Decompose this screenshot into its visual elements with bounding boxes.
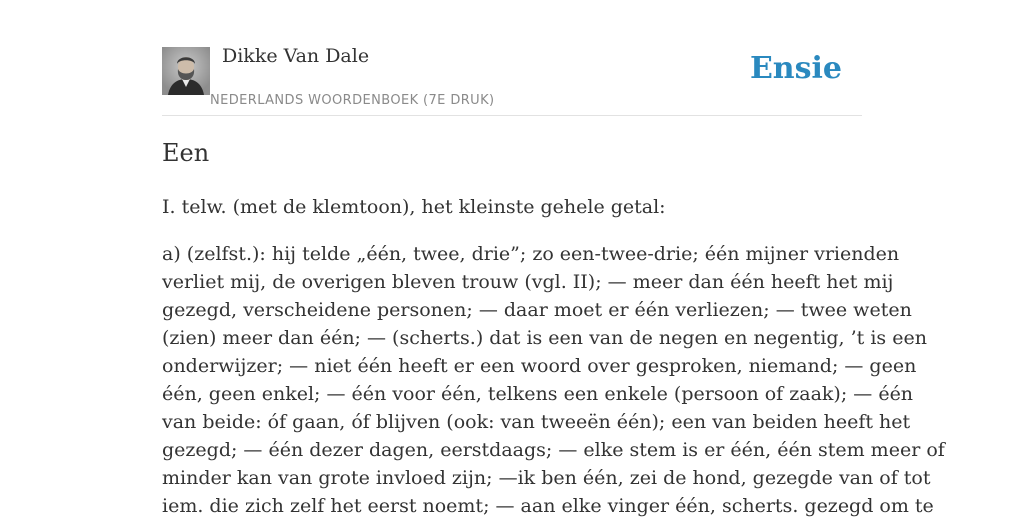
body-line: verliet mij, de overigen bleven trouw (vgl. II); — meer dan één heeft het mij — [162, 271, 894, 293]
portrait-avatar-icon[interactable] — [162, 47, 210, 95]
author-name[interactable]: Dikke Van Dale — [222, 45, 370, 67]
body-line: iem. die zich zelf het eerst noemt; — aan elke vinger één, scherts. gezegd om te — [162, 495, 934, 517]
body-line: (zien) meer dan één; — (scherts.) dat is een van de negen en negentig, ’t is een — [162, 327, 927, 349]
body-line: onderwijzer; — niet één heeft er een woord over gesproken, niemand; — geen — [162, 355, 917, 377]
body-line: één, geen enkel; — één voor één, telkens een enkele (persoon of zaak); — één — [162, 383, 914, 405]
entry-definition: I. telw. (met de klemtoon), het kleinste gehele getal: — [162, 196, 666, 218]
body-line: gezegd, verscheidene personen; — daar moet er één verliezen; — twee weten — [162, 299, 912, 321]
ensie-logo-link[interactable]: Ensie — [749, 51, 842, 86]
entry-title: Een — [162, 139, 210, 167]
entry-body — [162, 240, 945, 520]
body-line: gezegd; — één dezer dagen, eerstdaags; — elke stem is er één, één stem meer of — [162, 439, 945, 461]
body-line: van beide: óf gaan, óf blijven (ook: van tweeën één); een van beiden heeft het — [162, 411, 911, 433]
body-line: a) (zelfst.): hij telde „één, twee, drie”; zo een-twee-drie; één mijner vrienden — [162, 243, 900, 265]
header — [162, 0, 862, 116]
body-line: minder kan van grote invloed zijn; —ik ben één, zei de hond, gezegde van of tot — [162, 467, 931, 489]
page — [162, 0, 945, 517]
source-title[interactable]: NEDERLANDS WOORDENBOEK (7E DRUK) — [210, 93, 495, 108]
